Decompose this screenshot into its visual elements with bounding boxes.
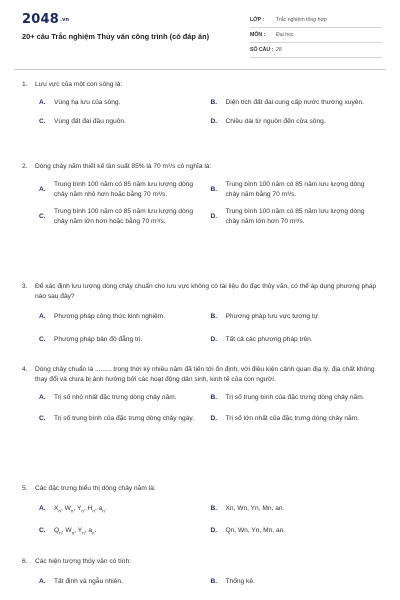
option-letter: A. — [39, 313, 46, 321]
option-text: Chiều dài từ nguồn đến cửa sông. — [225, 118, 326, 126]
meta-value: Đại học — [276, 32, 294, 38]
option-letter: D. — [210, 212, 218, 220]
question-stem — [22, 162, 382, 172]
option-text: Phương pháp lưu vực tương tự. — [225, 313, 321, 321]
question-stem — [22, 484, 382, 494]
question-stem — [22, 80, 382, 90]
option-text: Diện tích đất đai cung cấp nước thường xuyên. — [225, 99, 364, 107]
option-letter: C. — [39, 335, 46, 343]
subscript: n — [59, 529, 62, 535]
option-text: Trị số trung bình của đặc trưng dòng chảy năm. — [225, 394, 365, 402]
option-grid — [39, 180, 382, 227]
option-letter: A. — [39, 99, 46, 107]
option-letter: C. — [39, 414, 46, 422]
option-a[interactable] — [39, 98, 211, 108]
option-c[interactable] — [39, 414, 211, 424]
subscript: n — [70, 508, 74, 514]
meta-value: Trắc nghiệm tổng hợp — [276, 17, 327, 23]
option-b[interactable] — [211, 577, 383, 587]
option-text: Vùng đất đai đầu nguồn. — [54, 118, 126, 126]
question-number: 1. — [22, 81, 28, 88]
option-b[interactable] — [211, 504, 383, 514]
question-stem — [22, 557, 382, 567]
option-text: Vùng hạ lưu của sông. — [54, 99, 121, 107]
option-d[interactable] — [211, 117, 383, 127]
question-1 — [22, 80, 382, 128]
option-a[interactable] — [39, 393, 211, 403]
option-grid — [39, 98, 382, 127]
option-letter: D. — [210, 414, 218, 422]
meta-row-count — [250, 43, 382, 58]
document-title: 20+ câu Trắc nghiệm Thủy văn công trình (có đáp án) — [22, 32, 210, 41]
option-text: Xn, Wn, Yn, Mn, an. — [225, 505, 285, 513]
option-text — [54, 526, 211, 536]
site-logo[interactable] — [22, 12, 69, 27]
symbol-x: X — [54, 505, 59, 513]
option-d[interactable] — [211, 207, 383, 227]
meta-key: MÔN : — [250, 32, 266, 38]
symbol-a: , a — [84, 526, 93, 534]
symbol-w: , W — [60, 505, 71, 513]
question-text: Dòng chảy chuẩn là ......... trong thời kỳ nhiều năm đã tiến tới ổn định, với điều kiện cảnh quan địa lý, địa chất không thay đổi và chưa bị ảnh hưởng bởi các hoạt động dân sinh, kinh tế của con người. — [35, 366, 375, 384]
option-d[interactable] — [211, 526, 383, 536]
option-text: Trị số nhỏ nhất đặc trưng dòng chảy năm. — [54, 394, 177, 402]
option-grid — [39, 504, 382, 536]
option-text: Tất định và ngẫu nhiên. — [54, 578, 123, 586]
option-letter: A. — [39, 505, 46, 513]
question-4 — [22, 365, 382, 424]
option-c[interactable] — [39, 207, 211, 227]
option-grid — [39, 393, 382, 423]
option-grid — [39, 312, 382, 344]
option-d[interactable] — [211, 414, 383, 424]
option-text: Trung bình 100 năm có 85 năm lưu lượng dòng chảy năm lớn hơn hoặc bằng 70 m³/s. — [54, 207, 194, 225]
option-letter: A. — [39, 578, 46, 586]
period: . — [104, 505, 107, 513]
option-letter: C. — [39, 526, 46, 534]
option-text: Trung bình 100 năm có 85 năm lưu lượng dòng chảy năm lớn hơn 70 m³/s. — [225, 207, 365, 225]
option-letter: D. — [210, 526, 218, 534]
question-number: 4. — [22, 366, 28, 373]
subscript: n — [71, 529, 75, 535]
option-text: Phương pháp bản đồ đẳng trị. — [54, 335, 143, 343]
period: . — [94, 526, 97, 534]
option-letter: C. — [39, 212, 46, 220]
question-5 — [22, 484, 382, 536]
meta-key: LỚP : — [250, 17, 265, 23]
option-letter: B. — [210, 313, 218, 321]
meta-table — [250, 13, 382, 58]
option-letter: A. — [39, 394, 46, 402]
question-number: 5. — [22, 485, 28, 492]
option-letter: C. — [39, 118, 46, 126]
question-stem — [22, 365, 382, 385]
option-b[interactable] — [211, 312, 383, 322]
option-text: Trị số trung bình của đặc trưng dòng chảy ngày. — [54, 414, 195, 422]
question-text: Dòng chảy năm thiết kế tần suất 85% là 70 m³/s có nghĩa là: — [35, 163, 212, 170]
option-text: Phương pháp công thức kinh nghiệm. — [54, 313, 166, 321]
question-2 — [22, 162, 382, 227]
subscript: n — [102, 508, 105, 514]
subscript: n — [92, 529, 95, 535]
question-stem — [22, 282, 382, 302]
option-letter: B. — [210, 99, 218, 107]
document-header — [0, 0, 400, 80]
option-grid — [39, 577, 382, 587]
logo-suffix: .vn — [59, 16, 70, 23]
option-a[interactable] — [39, 180, 211, 200]
meta-value: 28 — [276, 47, 282, 53]
question-text: Để xác định lưu lượng dòng chảy chuẩn cho lưu vực không có tài liệu đo đạc thủy văn, có thể áp dụng phương pháp nào sau đây? — [35, 283, 377, 301]
option-letter: B. — [210, 394, 218, 402]
symbol-y: , Y — [73, 505, 82, 513]
option-a[interactable] — [39, 577, 211, 587]
header-divider — [14, 69, 386, 70]
subscript: n — [82, 529, 85, 535]
option-text: Trung bình 100 năm có 85 năm lưu lượng dòng chảy năm bằng 70 m³/s. — [225, 181, 365, 199]
option-c[interactable] — [39, 117, 211, 127]
meta-row-subject — [250, 28, 382, 43]
option-a[interactable] — [39, 504, 211, 514]
subscript: n — [58, 508, 61, 514]
option-c[interactable] — [39, 526, 211, 536]
question-6 — [22, 557, 382, 587]
question-text: Các đặc trưng biểu thị dòng chảy năm là: — [35, 485, 156, 492]
meta-key: SỐ CÂU : — [250, 47, 274, 53]
option-c[interactable] — [39, 335, 211, 345]
symbol-y: , Y — [74, 526, 83, 534]
symbol-q: Q — [54, 526, 60, 534]
option-text — [54, 504, 211, 514]
option-letter: B. — [210, 578, 218, 586]
option-text: Thống kê. — [225, 578, 255, 586]
subscript: n — [81, 508, 84, 514]
option-text: Trung bình 100 năm có 85 năm lưu lượng dòng chảy năm nhỏ hơn hoặc bằng 70 m³/s. — [54, 181, 194, 199]
option-letter: A. — [39, 186, 46, 194]
subscript: n — [92, 508, 95, 514]
option-letter: D. — [210, 118, 218, 126]
option-letter: B. — [210, 505, 218, 513]
option-text: Qn, Wn, Yn, Mn, an. — [225, 526, 286, 534]
option-letter: D. — [210, 335, 218, 343]
option-a[interactable] — [39, 312, 211, 322]
option-b[interactable] — [211, 180, 383, 200]
option-d[interactable] — [211, 335, 383, 345]
option-b[interactable] — [211, 393, 383, 403]
symbol-h: , H — [83, 505, 93, 513]
question-number: 3. — [22, 283, 28, 290]
symbol-a: , a — [94, 505, 103, 513]
option-text: Tất cả các phương pháp trên. — [225, 335, 313, 343]
logo-text: 2048 — [22, 12, 59, 27]
symbol-w: , W — [61, 526, 72, 534]
question-number: 2. — [22, 163, 28, 170]
question-text: Lưu vực của một con sông là: — [35, 81, 123, 88]
option-letter: B. — [210, 186, 218, 194]
question-3 — [22, 282, 382, 345]
question-text: Các hiện tượng thủy văn có tính: — [35, 558, 131, 565]
option-text: Trị số lớn nhất của đặc trưng dòng chảy năm. — [225, 414, 359, 422]
option-b[interactable] — [211, 98, 383, 108]
meta-row-class — [250, 13, 382, 28]
question-number: 6. — [22, 558, 28, 565]
